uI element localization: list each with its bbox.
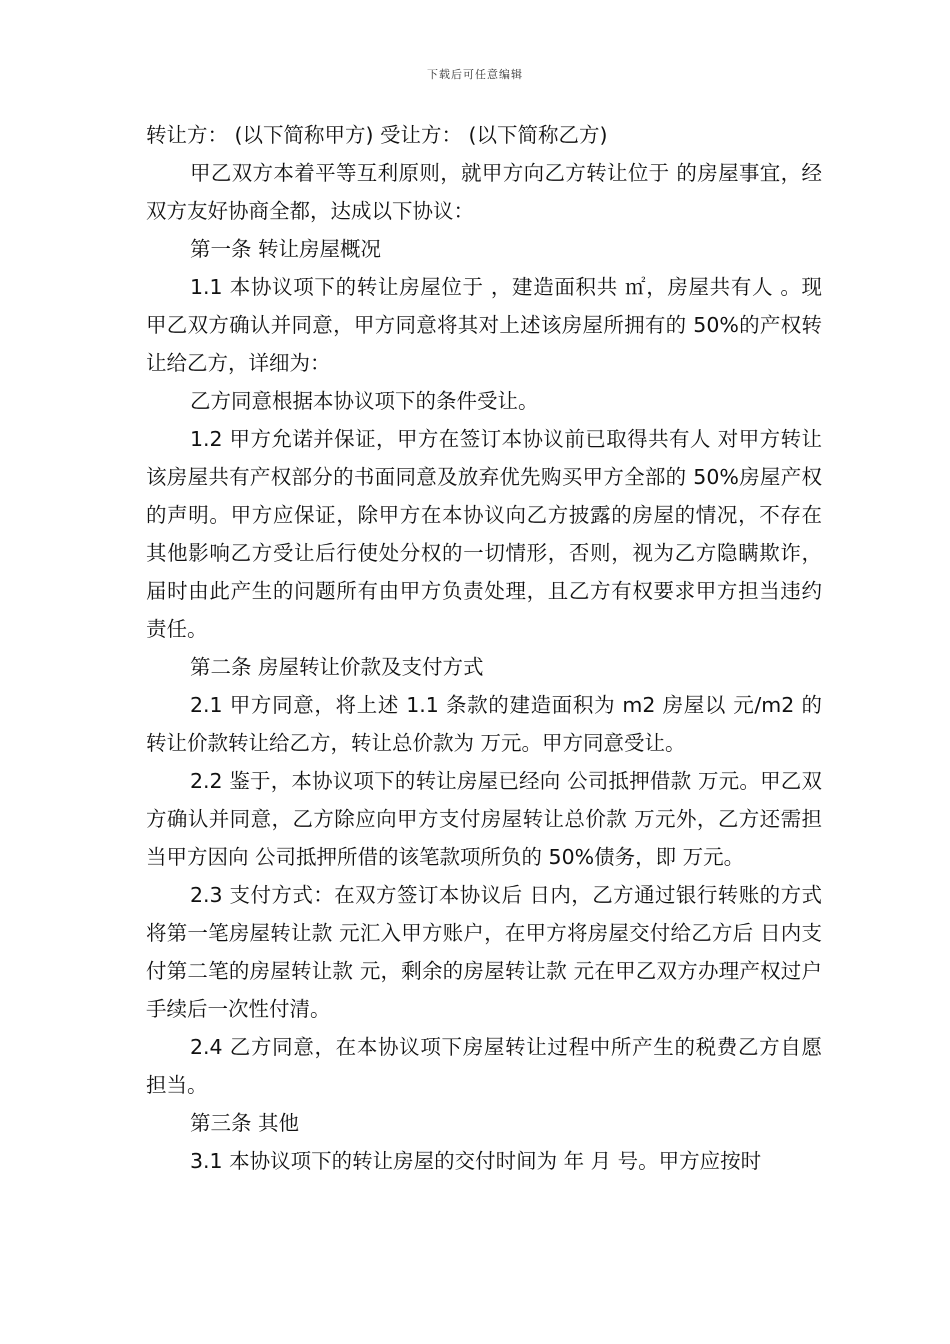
heading-article-2: 第二条 房屋转让价款及支付方式 (190, 655, 484, 679)
document-body (146, 116, 822, 1180)
paragraph-preamble: 甲乙双方本着平等互利原则，就甲方向乙方转让位于 的房屋事宜，经双方友好协商全都，达成以下协议： (146, 161, 822, 223)
heading-article-1: 第一条 转让房屋概况 (190, 237, 382, 261)
paragraph-clause-1-1-acceptance: 乙方同意根据本协议项下的条件受让。 (190, 389, 539, 413)
paragraph-clause-2-3: 2.3 支付方式：在双方签订本协议后 日内，乙方通过银行转账的方式将第一笔房屋转让款 元汇入甲方账户，在甲方将房屋交付给乙方后 日内支付第二笔的房屋转让款 元，剩余的房屋转让款 元在甲乙双方办理产权过户手续后一次性付清。 (146, 883, 822, 1021)
paragraph-clause-2-1: 2.1 甲方同意，将上述 1.1 条款的建造面积为 m2 房屋以 元/m2 的转让价款转让给乙方，转让总价款为 万元。甲方同意受让。 (146, 693, 822, 755)
paragraph-clause-1-1: 1.1 本协议项下的转让房屋位于 ，建造面积共 ㎡，房屋共有人 。现甲乙双方确认并同意，甲方同意将其对上述该房屋所拥有的 50%的产权转让给乙方，详细为： (146, 275, 822, 375)
paragraph-clause-2-4: 2.4 乙方同意，在本协议项下房屋转让过程中所产生的税费乙方自愿担当。 (146, 1035, 822, 1097)
page-header: 下载后可任意编辑 (427, 68, 523, 81)
paragraph-clause-2-2: 2.2 鉴于，本协议项下的转让房屋已经向 公司抵押借款 万元。甲乙双方确认并同意，乙方除应向甲方支付房屋转让总价款 万元外，乙方还需担当甲方因向 公司抵押所借的该笔款项所负的 50%债务，即 万元。 (146, 769, 822, 869)
paragraph-parties: 转让方： (以下简称甲方) 受让方： (以下简称乙方) (146, 123, 608, 147)
heading-article-3: 第三条 其他 (190, 1111, 300, 1135)
paragraph-clause-3-1: 3.1 本协议项下的转让房屋的交付时间为 年 月 号。甲方应按时 (190, 1149, 762, 1173)
paragraph-clause-1-2: 1.2 甲方允诺并保证，甲方在签订本协议前已取得共有人 对甲方转让该房屋共有产权部分的书面同意及放弃优先购买甲方全部的 50%房屋产权的声明。甲方应保证，除甲方在本协议向乙方披露的房屋的情况，不存在其他影响乙方受让后行使处分权的一切情形，否则，视为乙方隐瞒欺诈，届时由此产生的问题所有由甲方负责处理，且乙方有权要求甲方担当违约责任。 (146, 427, 822, 641)
